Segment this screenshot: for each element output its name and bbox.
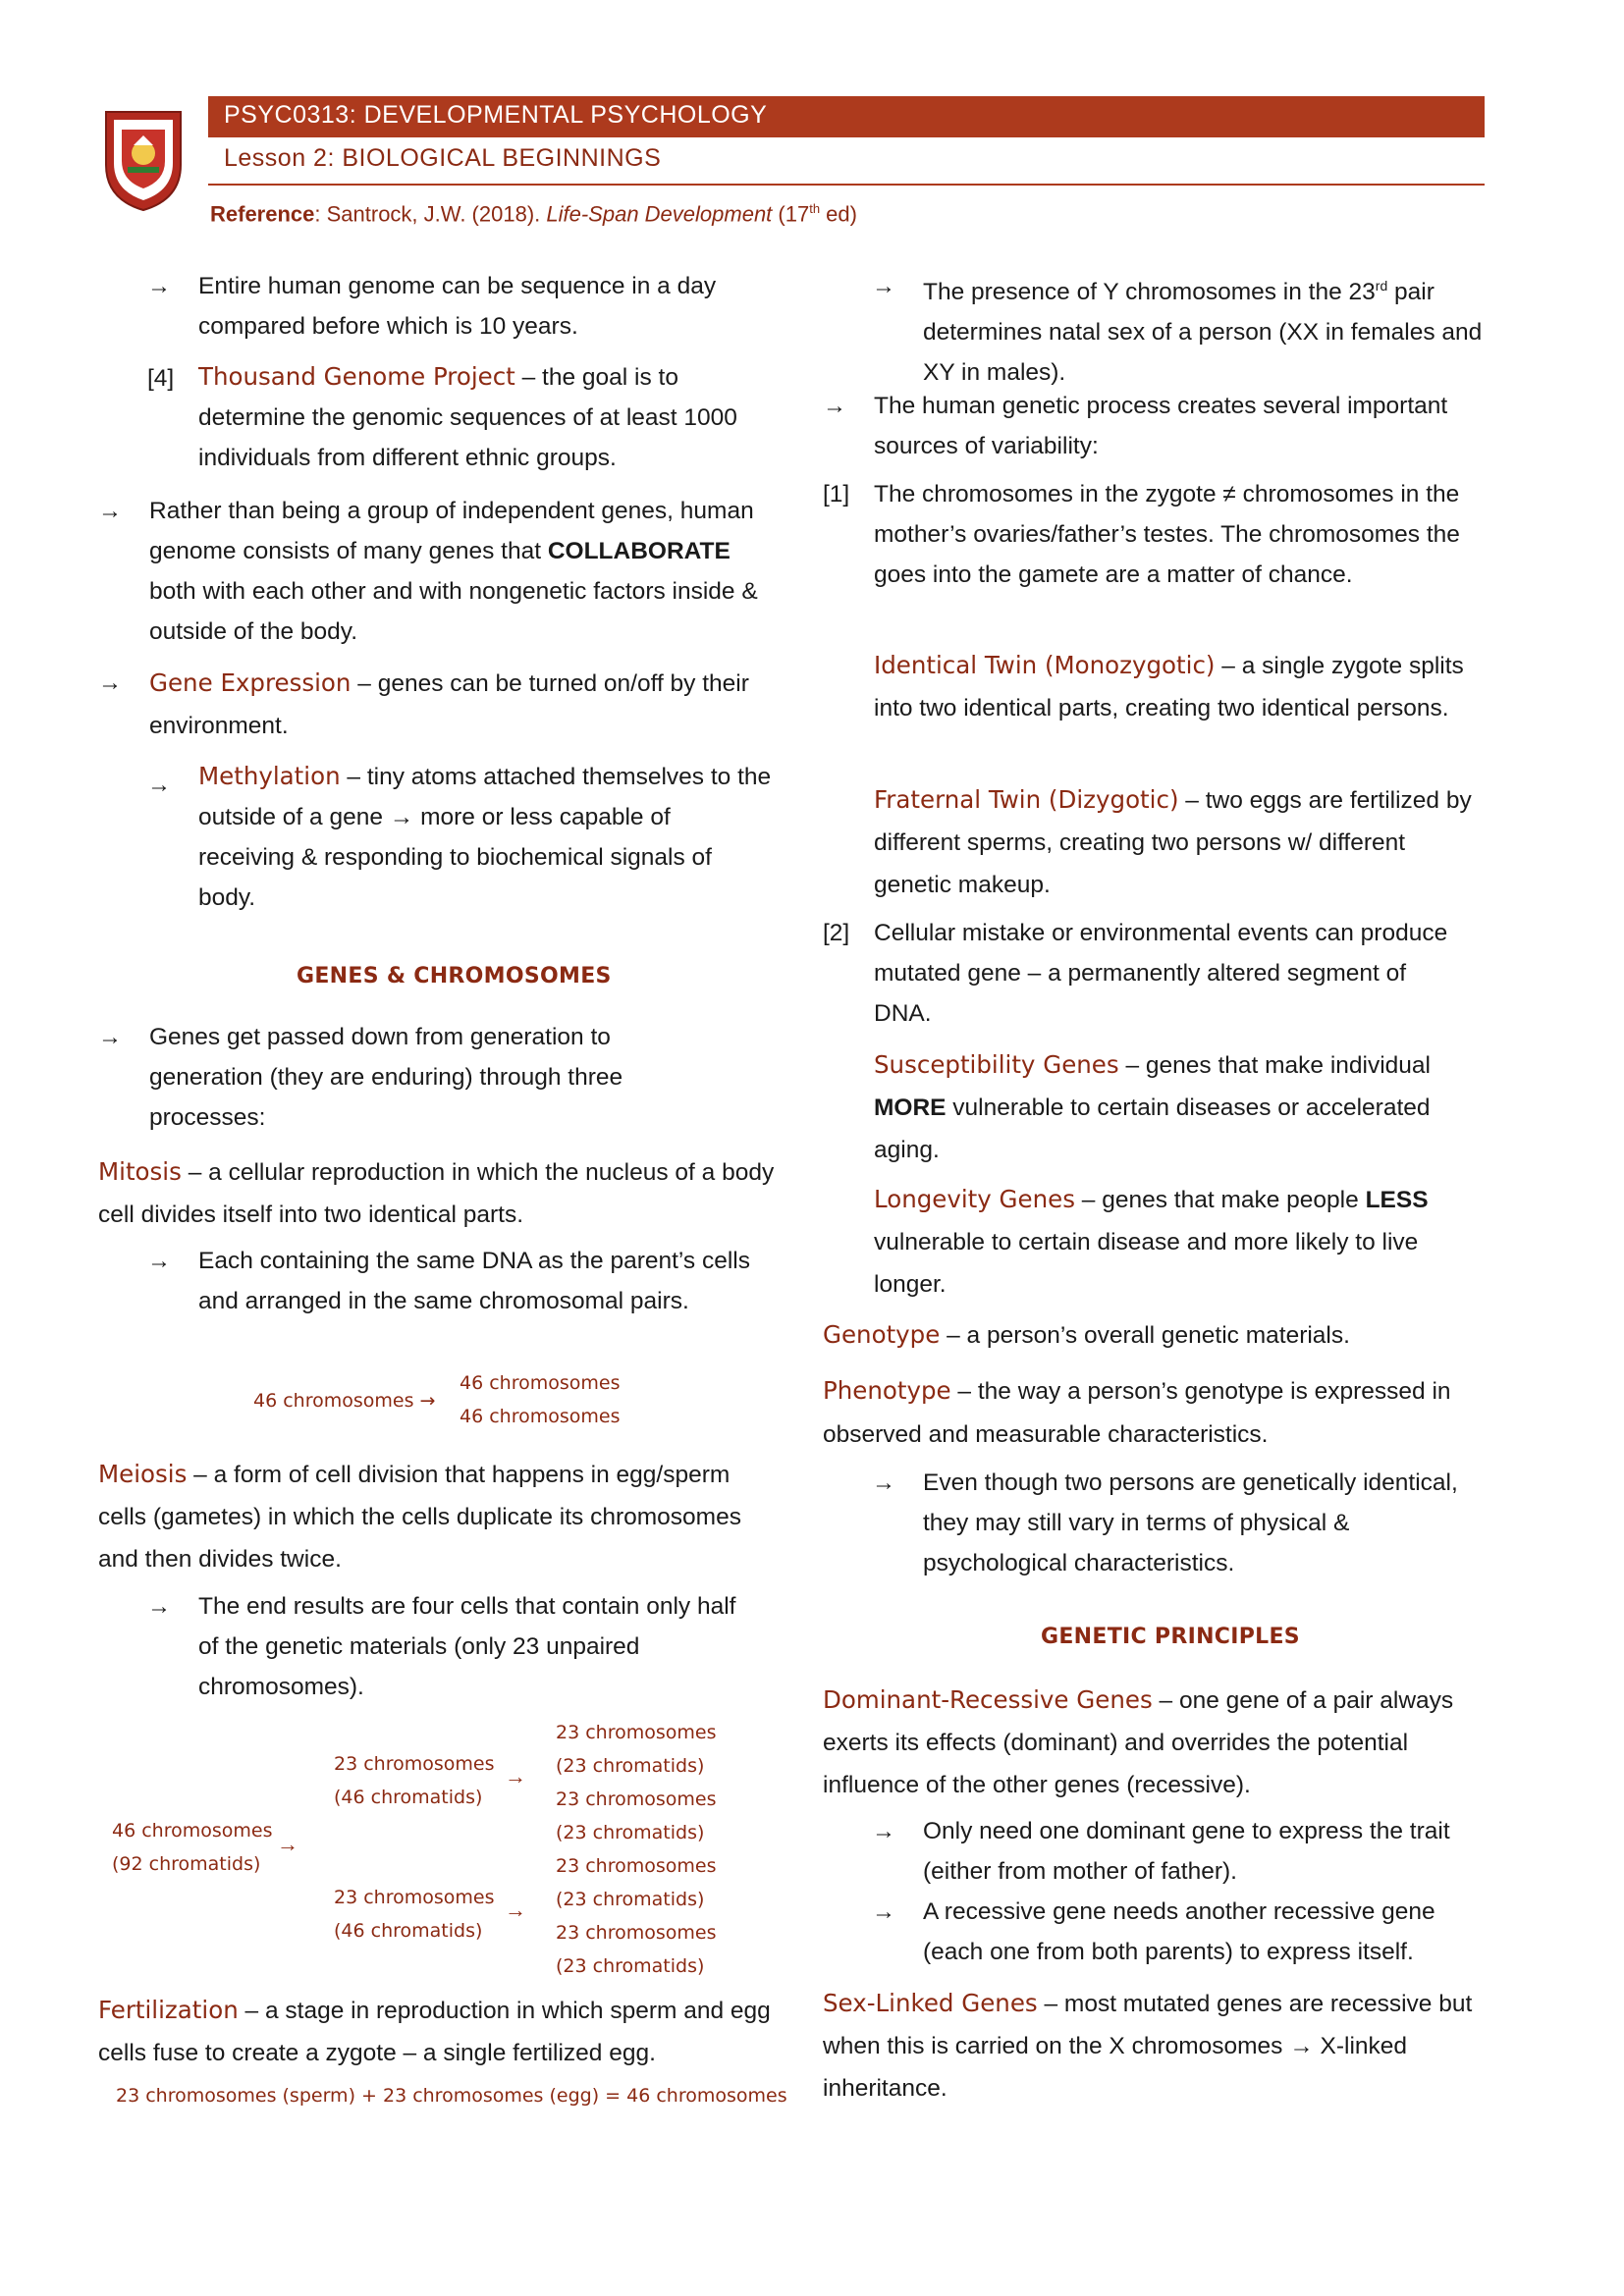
arrow-bullet: → [872, 1818, 895, 1844]
arrow-bullet: → [147, 772, 171, 798]
dominant-subpoint: Only need one dominant gene to express the trait (either from mother of father). [923, 1818, 1450, 1885]
meiosis-diagram-end: 23 chromosomes [556, 1789, 717, 1810]
phenotype-subpoint: Even though two persons are genetically identical, they may still vary in terms of physical & psychological characteristics. [923, 1469, 1458, 1576]
longevity-term: Longevity Genes [874, 1185, 1075, 1213]
variability-paragraph: The human genetic process creates several important sources of variability: [874, 393, 1448, 459]
meiosis-diagram-middle: (46 chromatids) [334, 1920, 483, 1942]
heading-genetic-principles: GENETIC PRINCIPLES [1041, 1625, 1300, 1649]
sex-linked-paragraph: Sex-Linked Genes – most mutated genes are recessive but when this is carried on the X chromosomes → X-linked inheritance. [823, 1989, 1473, 2102]
arrow-bullet: → [872, 1898, 895, 1925]
arrow-bullet: → [98, 669, 122, 696]
mitosis-subpoint: Each containing the same DNA as the parent’s cells and arranged in the same chromosomal pairs. [198, 1248, 751, 1314]
mitosis-term: Mitosis [98, 1157, 182, 1186]
meiosis-diagram-end: 23 chromosomes [556, 1922, 717, 1944]
meiosis-diagram-end: 23 chromosomes [556, 1722, 717, 1743]
diagram-arrow: → [505, 1897, 526, 1922]
reference-label: Reference [210, 201, 315, 227]
arrow-bullet: → [98, 498, 122, 524]
identical-twin-paragraph: Identical Twin (Monozygotic) – a single zygote splits into two identical parts, creating two identical persons. [874, 651, 1464, 721]
meiosis-diagram-end: (23 chromatids) [556, 1822, 705, 1843]
mitosis-diagram-source: 46 chromosomes → [253, 1390, 436, 1412]
methylation-paragraph: Methylation – tiny atoms attached themselves to the outside of a gene → more or less capable of receiving & responding to biochemical signals of body. [198, 762, 772, 911]
methylation-term: Methylation [198, 762, 341, 790]
mutation-paragraph: Cellular mistake or environmental events can produce mutated gene – a permanently altered segment of DNA. [874, 920, 1448, 1027]
list-number: [2] [823, 920, 850, 946]
reference-line: Reference: Santrock, J.W. (2018). Life-Span Development (17th ed) [210, 201, 857, 227]
meiosis-diagram-start: 46 chromosomes [112, 1820, 273, 1842]
phenotype-term: Phenotype [823, 1376, 951, 1405]
reference-title: Life-Span Development [546, 201, 773, 227]
fertilization-equation: 23 chromosomes (sperm) + 23 chromosomes (egg) = 46 chromosomes [116, 2085, 787, 2107]
diagram-arrow: → [505, 1764, 526, 1789]
arrow-bullet: → [98, 1024, 122, 1050]
list-number: [4] [147, 365, 175, 392]
gene-expression-term: Gene Expression [149, 668, 352, 697]
lesson-title: Lesson 2: BIOLOGICAL BEGINNINGS [224, 144, 662, 172]
meiosis-diagram-middle: 23 chromosomes [334, 1753, 495, 1775]
fraternal-twin-paragraph: Fraternal Twin (Dizygotic) – two eggs are fertilized by different sperms, creating two persons w/ different genetic makeup. [874, 785, 1472, 898]
list-number: [1] [823, 481, 850, 507]
meiosis-diagram-end: (23 chromatids) [556, 1889, 705, 1910]
dominant-recessive-paragraph: Dominant-Recessive Genes – one gene of a pair always exerts its effects (dominant) and overrides the potential influence of the other genes (recessive). [823, 1685, 1454, 1798]
meiosis-subpoint: The end results are four cells that contain only half of the genetic materials (only 23 unpaired chromosomes). [198, 1593, 736, 1700]
diagram-arrow: → [277, 1832, 298, 1856]
genotype-paragraph: Genotype – a person’s overall genetic materials. [823, 1320, 1350, 1349]
susceptibility-paragraph: Susceptibility Genes – genes that make individual MORE vulnerable to certain diseases or accelerated aging. [874, 1050, 1431, 1163]
header-divider [208, 184, 1485, 186]
susceptibility-term: Susceptibility Genes [874, 1050, 1119, 1079]
mitosis-diagram-result: 46 chromosomes [460, 1372, 621, 1394]
sex-linked-term: Sex-Linked Genes [823, 1989, 1038, 2017]
reference-text: : Santrock, J.W. (2018). [314, 201, 547, 227]
university-seal-logo [98, 106, 189, 214]
zygote-paragraph: The chromosomes in the zygote ≠ chromosomes in the mother’s ovaries/father’s testes. The chromosomes the goes into the gamete are a matter of chance. [874, 481, 1460, 588]
identical-twin-term: Identical Twin (Monozygotic) [874, 651, 1216, 679]
longevity-paragraph: Longevity Genes – genes that make people LESS vulnerable to certain disease and more likely to live longer. [874, 1185, 1429, 1298]
arrow-bullet: → [147, 1593, 171, 1620]
meiosis-term: Meiosis [98, 1460, 188, 1488]
thousand-genome-paragraph: Thousand Genome Project – the goal is to determine the genomic sequences of at least 1000 individuals from different ethnic groups. [198, 362, 737, 471]
gene-expression-paragraph: Gene Expression – genes can be turned on/off by their environment. [149, 668, 749, 739]
fertilization-paragraph: Fertilization – a stage in reproduction in which sperm and egg cells fuse to create a zygote – a single fertilized egg. [98, 1996, 771, 2066]
y-chromosome-paragraph: The presence of Y chromosomes in the 23rd pair determines natal sex of a person (XX in females and XY in males). [923, 278, 1483, 387]
meiosis-diagram-end: (23 chromatids) [556, 1755, 705, 1777]
fertilization-term: Fertilization [98, 1996, 239, 2024]
arrow-bullet: → [147, 1248, 171, 1274]
arrow-bullet: → [823, 393, 846, 419]
meiosis-paragraph: Meiosis – a form of cell division that happens in egg/sperm cells (gametes) in which the cells duplicate its chromosomes and then divides twice. [98, 1460, 741, 1573]
genes-passed-paragraph: Genes get passed down from generation to generation (they are enduring) through three processes: [149, 1024, 623, 1131]
fraternal-twin-term: Fraternal Twin (Dizygotic) [874, 785, 1179, 814]
collaborate-paragraph: Rather than being a group of independent genes, human genome consists of many genes that COLLABORATE both with each other and with nongenetic factors inside & outside of the body. [149, 498, 758, 645]
heading-genes-chromosomes: GENES & CHROMOSOMES [297, 964, 612, 988]
dominant-recessive-term: Dominant-Recessive Genes [823, 1685, 1153, 1714]
genome-sequence-text: Entire human genome can be sequence in a day compared before which is 10 years. [198, 273, 717, 340]
meiosis-diagram-end: 23 chromosomes [556, 1855, 717, 1877]
course-title: PSYC0313: DEVELOPMENTAL PSYCHOLOGY [224, 101, 768, 129]
meiosis-diagram-middle: (46 chromatids) [334, 1787, 483, 1808]
phenotype-paragraph: Phenotype – the way a person’s genotype is expressed in observed and measurable characteristics. [823, 1376, 1451, 1448]
meiosis-diagram-end: (23 chromatids) [556, 1955, 705, 1977]
arrow-bullet: → [872, 1469, 895, 1496]
thousand-genome-term: Thousand Genome Project [198, 362, 515, 391]
mitosis-diagram-result: 46 chromosomes [460, 1406, 621, 1427]
meiosis-diagram-start: (92 chromatids) [112, 1853, 261, 1875]
arrow-bullet: → [147, 273, 171, 299]
meiosis-diagram-middle: 23 chromosomes [334, 1887, 495, 1908]
genotype-term: Genotype [823, 1320, 941, 1349]
arrow-bullet: → [872, 273, 895, 299]
mitosis-paragraph: Mitosis – a cellular reproduction in which the nucleus of a body cell divides itself into two identical parts. [98, 1157, 775, 1228]
recessive-subpoint: A recessive gene needs another recessive gene (each one from both parents) to express itself. [923, 1898, 1435, 1965]
